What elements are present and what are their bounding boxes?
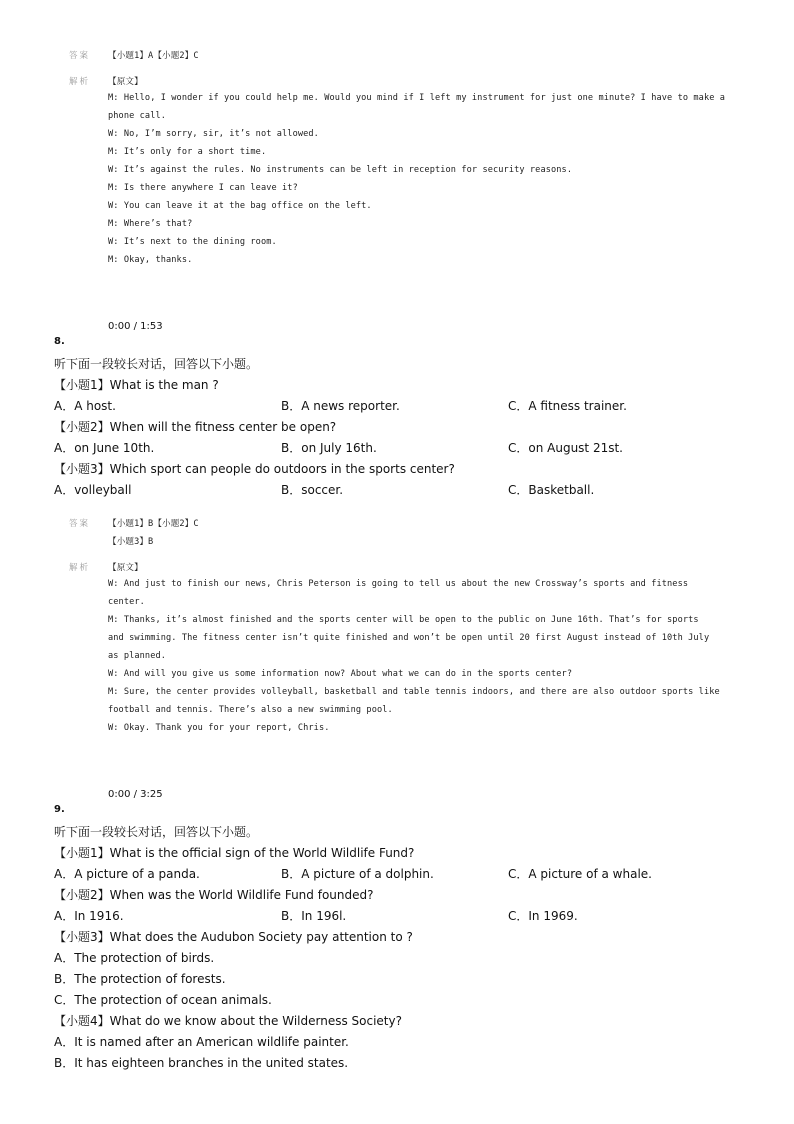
option-b[interactable]: B．A news reporter. bbox=[281, 399, 400, 413]
transcript-line: W: You can leave it at the bag office on the left. bbox=[108, 201, 372, 211]
option-c[interactable]: C．The protection of ocean animals. bbox=[54, 993, 272, 1007]
option-c[interactable]: C．In 1969. bbox=[508, 909, 578, 923]
transcript-line: M: It’s only for a short time. bbox=[108, 147, 267, 157]
transcript-line: M: Thanks, it’s almost finished and the sports center will be open to the public on June 16th. That’s for sports bbox=[108, 615, 699, 625]
transcript-line: M: Is there anywhere I can leave it? bbox=[108, 183, 298, 193]
option-a[interactable]: A．on June 10th. bbox=[54, 441, 155, 455]
option-b[interactable]: B．A picture of a dolphin. bbox=[281, 867, 434, 881]
transcript-line: W: And just to finish our news, Chris Peterson is going to tell us about the new Crossway’s sports and fitness bbox=[108, 579, 689, 589]
sub-question-stem: 【小题4】What do we know about the Wilderness Society? bbox=[54, 1014, 402, 1028]
transcript-line: M: Hello, I wonder if you could help me. Would you mind if I left my instrument for just one minute? I have to make a bbox=[108, 93, 726, 103]
transcript-line: M: Sure, the center provides volleyball, basketball and table tennis indoors, and there are also outdoor sports like bbox=[108, 687, 720, 697]
sub-question-stem: 【小题1】What is the official sign of the World Wildlife Fund? bbox=[54, 846, 415, 860]
option-a[interactable]: A．In 1916. bbox=[54, 909, 124, 923]
question-number: 9. bbox=[54, 804, 65, 815]
analysis-label: 解析 bbox=[69, 77, 91, 87]
transcript-line: W: It’s next to the dining room. bbox=[108, 237, 277, 247]
audio-time[interactable]: 0:00 / 3:25 bbox=[108, 789, 163, 800]
question-number: 8. bbox=[54, 336, 65, 347]
option-b[interactable]: B．The protection of forests. bbox=[54, 972, 226, 986]
transcript-line: M: Okay, thanks. bbox=[108, 255, 193, 265]
transcript-heading: 【原文】 bbox=[108, 563, 143, 573]
transcript-line: W: It’s against the rules. No instruments can be left in reception for security reasons. bbox=[108, 165, 573, 175]
transcript-line: W: Okay. Thank you for your report, Chris. bbox=[108, 723, 330, 733]
option-a[interactable]: A．It is named after an American wildlife painter. bbox=[54, 1035, 349, 1049]
option-c[interactable]: C．A picture of a whale. bbox=[508, 867, 652, 881]
answer-label: 答案 bbox=[69, 51, 91, 61]
transcript-line: football and tennis. There’s also a new swimming pool. bbox=[108, 705, 393, 715]
option-c[interactable]: C．Basketball. bbox=[508, 483, 595, 497]
option-a[interactable]: A．The protection of birds. bbox=[54, 951, 215, 965]
answer-text: 【小题1】B【小题2】C bbox=[108, 519, 199, 529]
sub-question-stem: 【小题1】What is the man ? bbox=[54, 378, 219, 392]
option-b[interactable]: B．It has eighteen branches in the united states. bbox=[54, 1056, 349, 1070]
sub-question-stem: 【小题3】Which sport can people do outdoors in the sports center? bbox=[54, 462, 455, 476]
option-b[interactable]: B．soccer. bbox=[281, 483, 344, 497]
sub-question-stem: 【小题2】When will the fitness center be open? bbox=[54, 420, 337, 434]
option-a[interactable]: A．volleyball bbox=[54, 483, 132, 497]
audio-time[interactable]: 0:00 / 1:53 bbox=[108, 321, 163, 332]
option-c[interactable]: C．A fitness trainer. bbox=[508, 399, 627, 413]
question-instruction: 听下面一段较长对话，回答以下小题。 bbox=[54, 357, 259, 371]
answer-text: 【小题3】B bbox=[108, 537, 154, 547]
transcript-line: M: Where’s that? bbox=[108, 219, 193, 229]
option-c[interactable]: C．on August 21st. bbox=[508, 441, 623, 455]
transcript-heading: 【原文】 bbox=[108, 77, 143, 87]
transcript-line: W: And will you give us some information now? About what we can do in the sports center? bbox=[108, 669, 573, 679]
transcript-line: and swimming. The fitness center isn’t quite finished and won’t be open until 20 first August instead of 10th July bbox=[108, 633, 710, 643]
transcript-line: center. bbox=[108, 597, 145, 607]
option-a[interactable]: A．A host. bbox=[54, 399, 116, 413]
transcript-line: as planned. bbox=[108, 651, 167, 661]
answer-text: 【小题1】A【小题2】C bbox=[108, 51, 199, 61]
sub-question-stem: 【小题3】What does the Audubon Society pay attention to ? bbox=[54, 930, 413, 944]
transcript-line: W: No, I’m sorry, sir, it’s not allowed. bbox=[108, 129, 319, 139]
analysis-label: 解析 bbox=[69, 563, 91, 573]
answer-label: 答案 bbox=[69, 519, 91, 529]
sub-question-stem: 【小题2】When was the World Wildlife Fund founded? bbox=[54, 888, 374, 902]
option-b[interactable]: B．In 196l. bbox=[281, 909, 347, 923]
transcript-line: phone call. bbox=[108, 111, 167, 121]
option-a[interactable]: A．A picture of a panda. bbox=[54, 867, 200, 881]
option-b[interactable]: B．on July 16th. bbox=[281, 441, 377, 455]
question-instruction: 听下面一段较长对话，回答以下小题。 bbox=[54, 825, 259, 839]
